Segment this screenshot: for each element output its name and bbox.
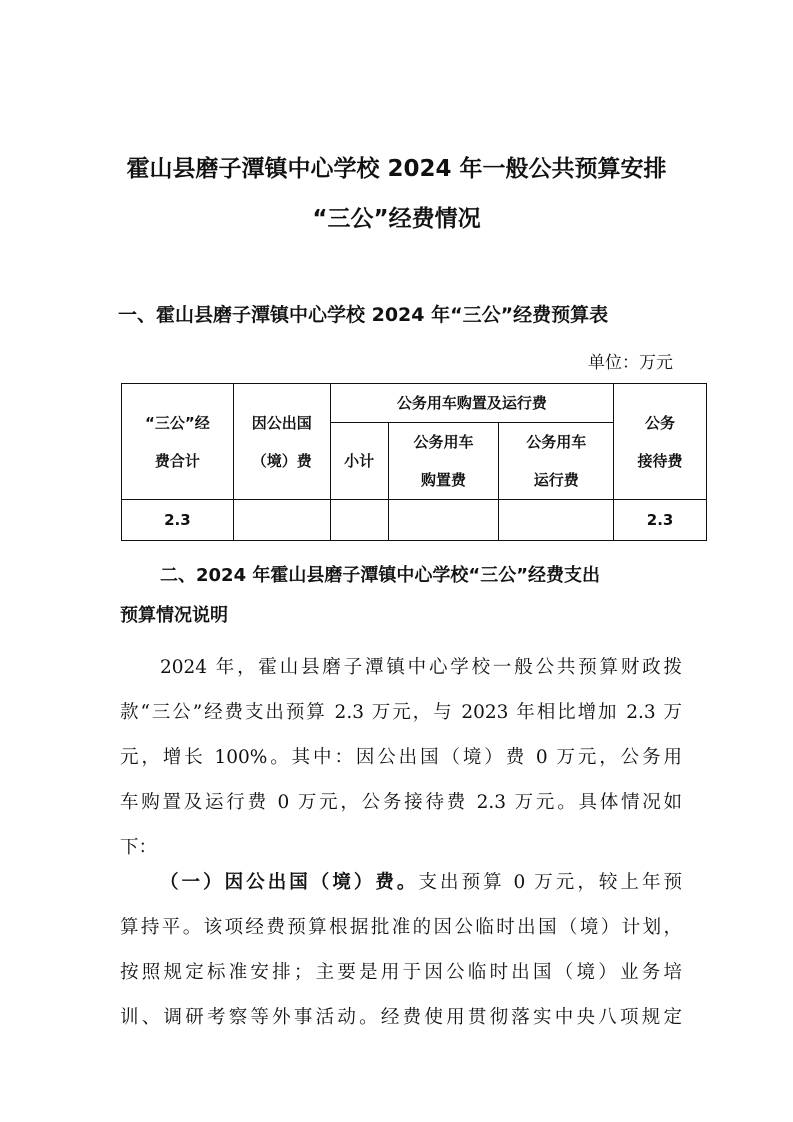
header-total: “三公”经 费合计	[122, 384, 234, 500]
cell-subtotal	[330, 500, 388, 541]
header-vehicle-operation: 公务用车 运行费	[499, 423, 614, 500]
cell-vehicle-purchase	[388, 500, 499, 541]
header-abroad: 因公出国 （境）费	[233, 384, 330, 500]
paragraph-abroad: （一）因公出国（境）费。支出预算 0 万元，较上年预 算持平。该项经费预算根据批准的因公临时出国（境）计划， 按照规定标准安排；主要是用于因公临时出国（境）业务培 训、调研考察等外事活动。经费使用贯彻落实中央八项规定	[120, 872, 682, 1028]
cell-reception: 2.3	[614, 500, 707, 541]
budget-table	[121, 383, 707, 541]
header-vehicle-purchase: 公务用车 购置费	[388, 423, 499, 500]
section1-heading: 一、霍山县磨子潭镇中心学校 2024 年“三公”经费预算表	[118, 304, 609, 326]
paragraph-abroad-lead: （一）因公出国（境）费。	[160, 872, 419, 893]
paragraph-summary: 2024 年，霍山县磨子潭镇中心学校一般公共预算财政拨 款“三公”经费支出预算 2.3 万元，与 2023 年相比增加 2.3 万 元，增长 100%。其中：因公出国（境）费 0 万元，公务用 车购置及运行费 0 万元，公务接待费 2.3 万元。具体情况如 下：	[120, 657, 682, 858]
section2-heading: 二、2024 年霍山县磨子潭镇中心学校“三公”经费支出 预算情况说明	[120, 565, 601, 626]
document-title-line1: 霍山县磨子潭镇中心学校 2024 年一般公共预算安排	[126, 156, 667, 182]
header-reception: 公务 接待费	[614, 384, 707, 500]
cell-vehicle-operation	[499, 500, 614, 541]
document-title-line2: “三公”经费情况	[312, 206, 481, 232]
cell-abroad	[233, 500, 330, 541]
cell-total: 2.3	[122, 500, 234, 541]
unit-label: 单位：万元	[588, 353, 673, 373]
header-vehicle-group: 公务用车购置及运行费	[330, 384, 613, 423]
header-subtotal: 小计	[330, 423, 388, 500]
